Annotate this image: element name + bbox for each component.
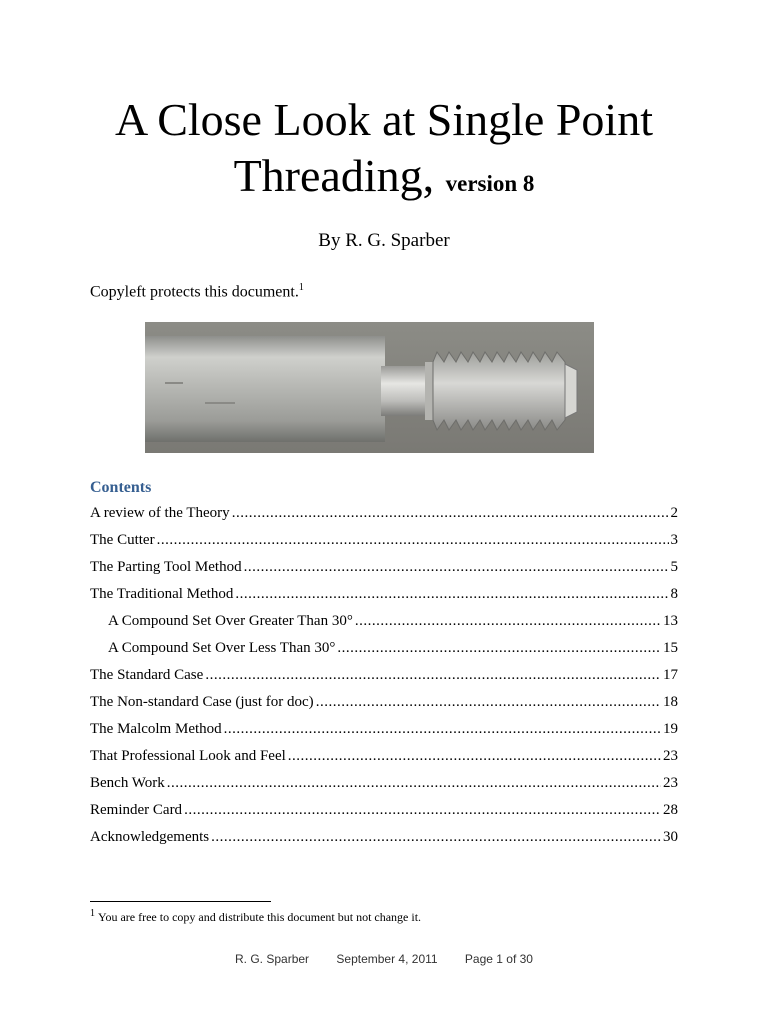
- toc-entry[interactable]: [90, 662, 678, 689]
- toc-entry-page: 2: [670, 505, 678, 521]
- title-line-2: Threading,: [233, 150, 435, 201]
- contents-heading: Contents: [90, 479, 152, 496]
- toc-entry-label: The Parting Tool Method: [90, 559, 242, 575]
- toc-entry-page: 19: [663, 721, 678, 737]
- toc-entry-label: The Malcolm Method: [90, 721, 222, 737]
- toc-entry[interactable]: [90, 635, 678, 662]
- toc-entry[interactable]: [90, 581, 678, 608]
- toc-entry-page: 18: [663, 694, 678, 710]
- toc-entry-page: 28: [663, 802, 678, 818]
- toc-entry-label: A review of the Theory: [90, 505, 230, 521]
- document-title: [0, 92, 768, 212]
- toc-entry[interactable]: [90, 500, 678, 527]
- footnote-number: 1: [90, 908, 95, 919]
- toc-entry-label: The Cutter: [90, 532, 155, 548]
- toc-entry-page: 3: [670, 532, 678, 548]
- toc-entry[interactable]: [90, 527, 678, 554]
- toc-dot-leader: [337, 635, 661, 662]
- toc-entry-page: 13: [663, 613, 678, 629]
- title-version: version 8: [445, 171, 535, 196]
- toc-entry[interactable]: [90, 608, 678, 635]
- footnote-text: You are free to copy and distribute this document but not change it.: [98, 910, 422, 924]
- footer-page-number: Page 1 of 30: [464, 952, 533, 966]
- toc-entry[interactable]: [90, 689, 678, 716]
- footnote: [90, 908, 421, 925]
- toc-entry-page: 17: [663, 667, 678, 683]
- toc-dot-leader: [224, 716, 661, 743]
- page-footer: [0, 952, 768, 966]
- toc-entry-label: A Compound Set Over Greater Than 30°: [108, 613, 353, 629]
- footer-date: September 4, 2011: [336, 952, 438, 966]
- toc-entry-label: Reminder Card: [90, 802, 183, 818]
- title-line-1: A Close Look at Single Point: [115, 94, 653, 145]
- toc-dot-leader: [316, 689, 661, 716]
- toc-entry-label: The Standard Case: [90, 667, 204, 683]
- copyleft-notice: [90, 282, 304, 301]
- toc-dot-leader: [211, 824, 661, 851]
- toc-entry-page: 15: [663, 640, 678, 656]
- toc-entry[interactable]: [90, 743, 678, 770]
- toc-entry[interactable]: [90, 770, 678, 797]
- toc-entry[interactable]: [90, 554, 678, 581]
- toc-entry-page: 8: [670, 586, 678, 602]
- toc-dot-leader: [205, 662, 661, 689]
- toc-entry-label: Bench Work: [90, 775, 165, 791]
- toc-entry-label: That Professional Look and Feel: [90, 748, 286, 764]
- toc-entry-page: 5: [670, 559, 678, 575]
- toc-dot-leader: [232, 500, 669, 527]
- toc-dot-leader: [244, 554, 669, 581]
- footer-author: R. G. Sparber: [235, 952, 310, 966]
- toc-entry-label: The Non-standard Case (just for doc): [90, 694, 314, 710]
- toc-dot-leader: [235, 581, 668, 608]
- toc-entry-label: Acknowledgements: [90, 829, 210, 845]
- footnote-separator: [90, 901, 271, 902]
- toc-dot-leader: [288, 743, 661, 770]
- table-of-contents: [90, 500, 678, 851]
- author-line: By R. G. Sparber: [318, 230, 450, 251]
- footnote-ref: 1: [298, 282, 304, 293]
- toc-entry-label: A Compound Set Over Less Than 30°: [108, 640, 336, 656]
- threaded-rod-photo: [145, 322, 594, 453]
- copyleft-text: Copyleft protects this document.: [90, 283, 299, 301]
- toc-dot-leader: [355, 608, 661, 635]
- toc-entry[interactable]: [90, 824, 678, 851]
- toc-dot-leader: [167, 770, 661, 797]
- toc-entry[interactable]: [90, 716, 678, 743]
- toc-entry-page: 23: [663, 748, 678, 764]
- toc-dot-leader: [157, 527, 669, 554]
- toc-entry[interactable]: [90, 797, 678, 824]
- toc-entry-page: 23: [663, 775, 678, 791]
- toc-entry-label: The Traditional Method: [90, 586, 234, 602]
- toc-entry-page: 30: [663, 829, 678, 845]
- toc-dot-leader: [184, 797, 661, 824]
